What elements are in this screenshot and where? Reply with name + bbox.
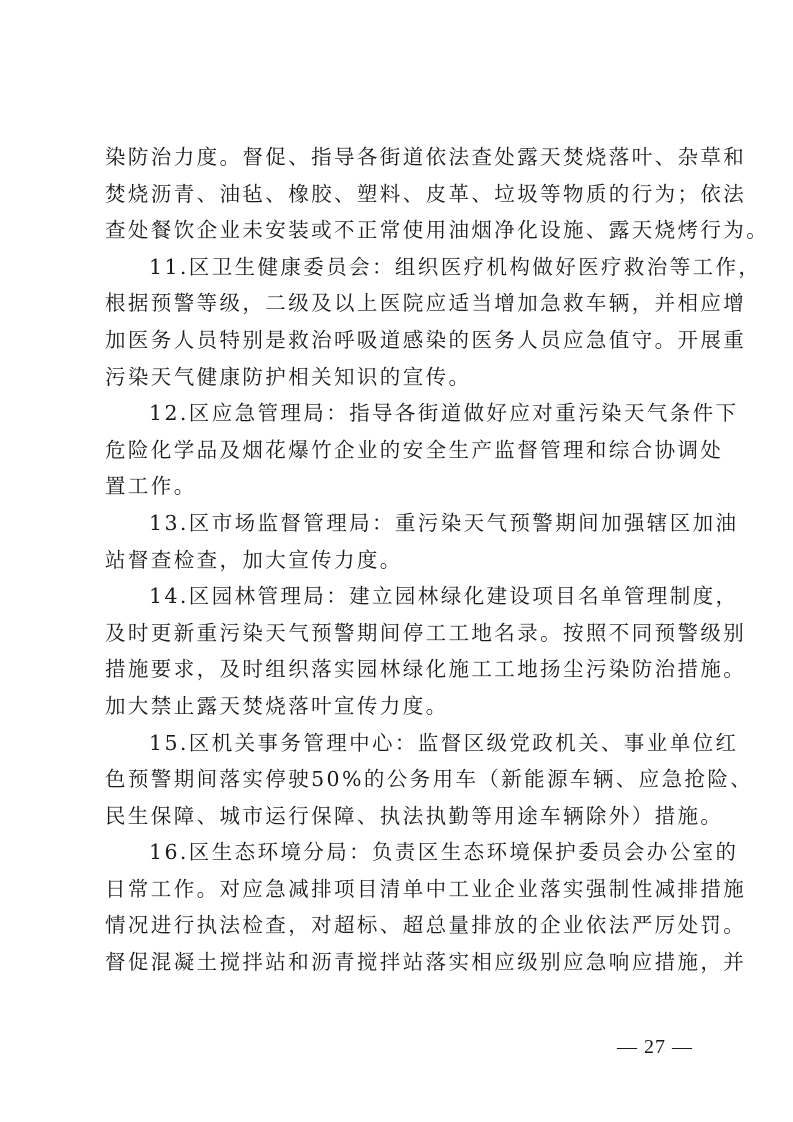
text-line: 及时更新重污染天气预警期间停工工地名录。按照不同预警级别 (105, 620, 747, 645)
text-line: 污染天气健康防护相关知识的宣传。 (105, 364, 472, 389)
text-line: 13.区市场监督管理局：重污染天气预警期间加强辖区加油 (149, 510, 739, 535)
text-line: 14.区园林管理局：建立园林绿化建设项目名单管理制度， (149, 584, 739, 609)
text-line: 加大禁止露天焚烧落叶宣传力度。 (105, 693, 449, 718)
text-line: 督促混凝土搅拌站和沥青搅拌站落实相应级别应急响应措施，并 (105, 950, 747, 975)
text-line: 根据预警等级，二级及以上医院应适当增加急救车辆，并相应增 (105, 291, 747, 316)
body-text (105, 139, 770, 981)
text-line: 日常工作。对应急减排项目清单中工业企业落实强制性减排措施 (105, 876, 747, 901)
text-line: 置工作。 (105, 474, 197, 499)
text-line: 情况进行执法检查，对超标、超总量排放的企业依法严厉处罚。 (105, 913, 747, 938)
paragraph-item-14 (105, 578, 747, 724)
text-line: 危险化学品及烟花爆竹企业的安全生产监督管理和综合协调处 (105, 437, 724, 462)
text-line: 11.区卫生健康委员会：组织医疗机构做好医疗救治等工作， (149, 254, 762, 279)
text-line: 加医务人员特别是救治呼吸道感染的医务人员应急值守。开展重 (105, 327, 747, 352)
paragraph-item-11 (105, 249, 762, 395)
text-line: 染防治力度。督促、指导各街道依法查处露天焚烧落叶、杂草和 (105, 145, 747, 169)
text-line: 查处餐饮企业未安装或不正常使用油烟净化设施、露天烧烤行为。 (105, 218, 770, 243)
text-line: 焚烧沥青、油毡、橡胶、塑料、皮革、垃圾等物质的行为；依法 (105, 181, 747, 206)
text-line: 民生保障、城市运行保障、执法执勤等用途车辆除外）措施。 (105, 803, 724, 828)
text-line: 16.区生态环境分局：负责区生态环境保护委员会办公室的 (149, 840, 739, 865)
page-number: — 27 — (617, 1036, 693, 1058)
text-line: 措施要求，及时组织落实园林绿化施工工地扬尘污染防治措施。 (105, 657, 747, 682)
paragraph-continuation (105, 139, 770, 249)
text-line: 15.区机关事务管理中心：监督区级党政机关、事业单位红 (149, 730, 739, 755)
paragraph-item-13 (105, 505, 739, 578)
text-line: 12.区应急管理局：指导各街道做好应对重污染天气条件下 (149, 401, 739, 426)
text-line: 站督查检查，加大宣传力度。 (105, 547, 403, 572)
paragraph-item-12 (105, 395, 739, 505)
paragraph-item-15 (105, 725, 754, 835)
text-line: 色预警期间落实停驶50%的公务用车（新能源车辆、应急抢险、 (105, 767, 754, 792)
paragraph-item-16 (105, 834, 747, 980)
